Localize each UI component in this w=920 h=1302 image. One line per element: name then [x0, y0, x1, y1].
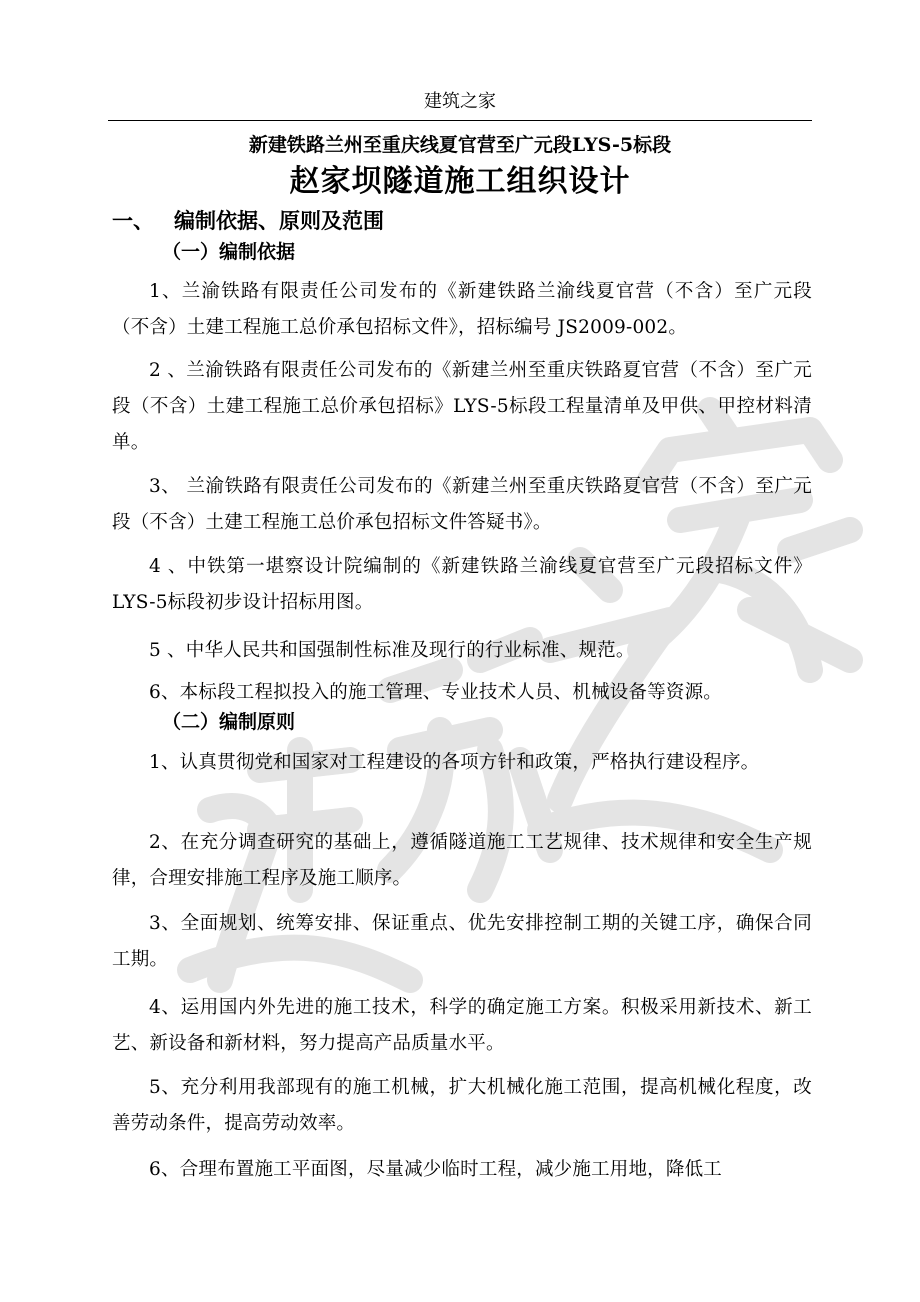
section-title: 编制依据、原则及范围: [174, 208, 384, 233]
principle-item-1: 1、认真贯彻党和国家对工程建设的各项方针和政策，严格执行建设程序。: [149, 752, 760, 773]
basis-item-1: 1、兰渝铁路有限责任公司发布的《新建铁路兰渝线夏官营（不含）至广元段（不含）土建工程施工总价承包招标文件》，招标编号 JS2009-002。: [112, 281, 812, 338]
page-header: [108, 90, 812, 121]
principle-item-4: 4、运用国内外先进的施工技术，科学的确定施工方案。积极采用新技术、新工艺、新设备和新材料，努力提高产品质量水平。: [112, 997, 812, 1054]
basis-item-5: 5 、中华人民共和国强制性标准及现行的行业标准、规范。: [149, 640, 635, 661]
principle-item-6: 6、合理布置施工平面图，尽量减少临时工程，减少施工用地，降低工: [149, 1159, 722, 1180]
section-number: 一、: [112, 208, 154, 233]
principle-item-3: 3、全面规划、统筹安排、保证重点、优先安排控制工期的关键工序，确保合同工期。: [112, 913, 812, 970]
basis-item-4: 4 、中铁第一堪察设计院编制的《新建铁路兰渝线夏官营至广元段招标文件》LYS-5标段初步设计招标用图。: [112, 556, 812, 613]
basis-item-3: 3、 兰渝铁路有限责任公司发布的《新建兰州至重庆铁路夏官营（不含）至广元段（不含）土建工程施工总价承包招标文件答疑书》。: [112, 476, 812, 533]
principle-item-5: 5、充分利用我部现有的施工机械，扩大机械化施工范围，提高机械化程度，改善劳动条件，提高劳动效率。: [112, 1077, 812, 1134]
header-text: 建筑之家: [424, 91, 496, 112]
subsection-heading-basis: （一）编制依据: [162, 241, 296, 263]
document-subtitle: 新建铁路兰州至重庆线夏官营至广元段LYS-5标段: [248, 134, 672, 156]
basis-item-6: 6、本标段工程拟投入的施工管理、专业技术人员、机械设备等资源。: [149, 682, 722, 703]
section-heading: [112, 206, 384, 236]
basis-item-2: 2 、兰渝铁路有限责任公司发布的《新建兰州至重庆铁路夏官营（不含）至广元段（不含）土建工程施工总价承包招标》LYS-5标段工程量清单及甲供、甲控材料清单。: [112, 360, 812, 453]
document-title: 赵家坝隧道施工组织设计: [289, 164, 631, 199]
subsection-heading-principles: （二）编制原则: [162, 711, 296, 733]
principle-item-2: 2、在充分调查研究的基础上，遵循隧道施工工艺规律、技术规律和安全生产规律，合理安排施工程序及施工顺序。: [112, 832, 812, 889]
